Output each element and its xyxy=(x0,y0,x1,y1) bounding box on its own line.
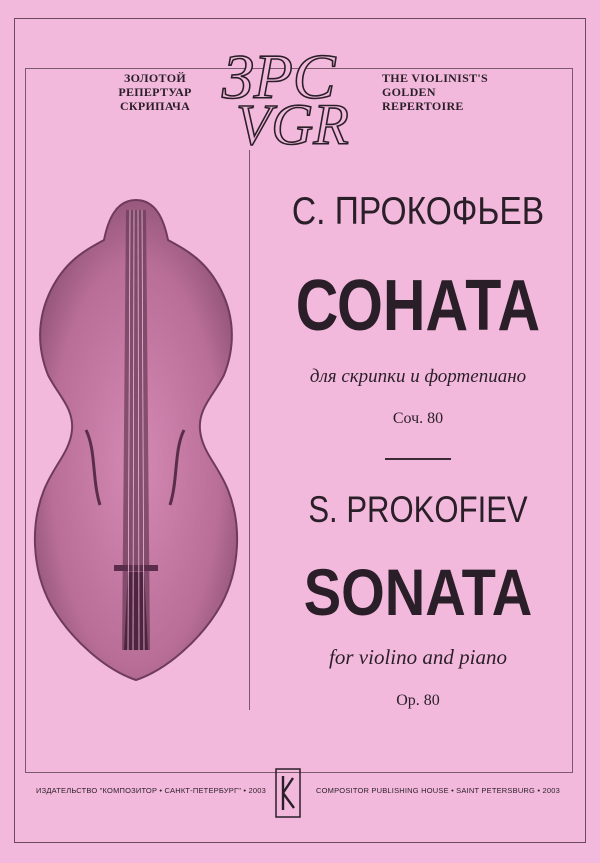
series-en-line-2: GOLDEN xyxy=(382,85,436,99)
publisher-logo-icon xyxy=(275,768,301,818)
series-logo xyxy=(218,40,368,150)
title-ru: СОНАТА xyxy=(295,266,541,346)
publisher-ru: ИЗДАТЕЛЬСТВО "КОМПОЗИТОР • САНКТ-ПЕТЕРБУРГ" • 2003 xyxy=(36,786,266,795)
title-en: SONATA xyxy=(303,555,533,629)
series-ru-line-2: РЕПЕРТУАР xyxy=(118,85,192,99)
svg-text:VGR: VGR xyxy=(236,92,349,150)
subtitle-en: for violino and piano xyxy=(329,645,507,669)
series-title-en xyxy=(382,71,522,113)
svg-text:ЗРС: ЗРС xyxy=(222,41,336,112)
series-ru-line-3: СКРИПАЧА xyxy=(119,99,191,113)
violin-image xyxy=(26,180,241,710)
opus-ru: Соч. 80 xyxy=(392,410,444,427)
vertical-rule xyxy=(249,150,250,710)
subtitle-ru: для скрипки и фортепиано xyxy=(309,366,527,387)
divider xyxy=(385,458,451,460)
opus-en: Op. 80 xyxy=(396,692,440,709)
series-en-line-1: THE VIOLINIST'S xyxy=(382,71,488,85)
series-ru-line-1: ЗОЛОТОЙ xyxy=(124,71,186,85)
series-title-ru xyxy=(100,71,210,113)
series-en-line-3: REPERTOIRE xyxy=(382,99,464,113)
composer-name-ru: С. ПРОКОФЬЕВ xyxy=(291,190,545,233)
composer-name-en: S. PROKOFIEV xyxy=(308,489,528,530)
publisher-en: COMPOSITOR PUBLISHING HOUSE • SAINT PETERSBURG • 2003 xyxy=(316,786,560,795)
